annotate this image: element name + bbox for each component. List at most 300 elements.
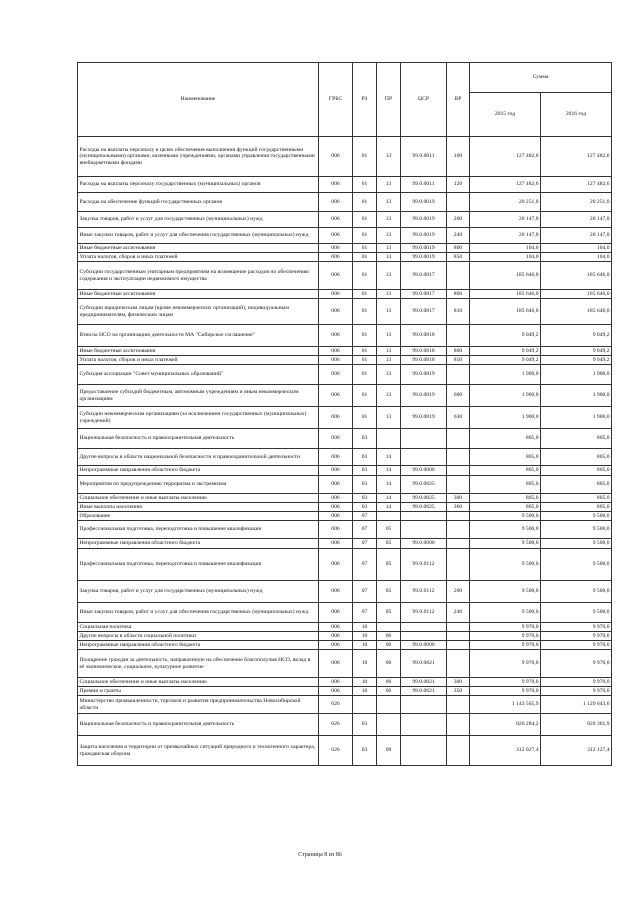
cell-grbs: 006 xyxy=(319,193,353,212)
cell-vr: 600 xyxy=(447,385,470,407)
cell-sum-2016: 9 049,2 xyxy=(541,356,612,365)
cell-sum-2016: 127 482,6 xyxy=(541,137,612,177)
cell-name: Взносы НСО на организацию деятельности МА "Сибирское соглашение" xyxy=(78,325,319,347)
cell-name: Расходы на выплаты персоналу государственных (муниципальных) органов xyxy=(78,177,319,193)
cell-sum-2015: 20 251,0 xyxy=(470,193,541,212)
cell-name: Субсидии государственным унитарным предприятиям на возмещение расходов по обеспечению содержания и эксплуатации недвижимого имущества xyxy=(78,262,319,290)
cell-csr xyxy=(401,623,447,632)
cell-sum-2015: 104,0 xyxy=(470,253,541,262)
cell-pr xyxy=(377,512,401,521)
cell-pr: 13 xyxy=(377,253,401,262)
cell-sum-2015: 9 500,0 xyxy=(470,581,541,603)
cell-sum-2015: 185 646,0 xyxy=(470,299,541,325)
cell-grbs: 026 xyxy=(319,696,353,714)
cell-sum-2016: 185 646,0 xyxy=(541,290,612,299)
cell-sum-2016: 9 970,0 xyxy=(541,623,612,632)
cell-sum-2016: 9 500,0 xyxy=(541,539,612,549)
cell-name: Другие вопросы в области социальной политики xyxy=(78,632,319,641)
cell-sum-2015: 1 900,0 xyxy=(470,407,541,429)
cell-rz: 01 xyxy=(353,253,377,262)
cell-csr: 99.0.0019 xyxy=(401,212,447,228)
cell-name: Образование xyxy=(78,512,319,521)
cell-csr: 99.0.0000 xyxy=(401,539,447,549)
cell-sum-2015: 127 482,6 xyxy=(470,177,541,193)
cell-csr: 99.0.0019 xyxy=(401,193,447,212)
cell-sum-2015: 312 027,4 xyxy=(470,736,541,766)
cell-rz: 10 xyxy=(353,632,377,641)
cell-sum-2015: 805,0 xyxy=(470,503,541,512)
cell-sum-2016: 9 500,0 xyxy=(541,521,612,539)
table-row xyxy=(78,137,612,177)
cell-vr xyxy=(447,466,470,476)
table-row xyxy=(78,632,612,641)
cell-sum-2015: 185 646,0 xyxy=(470,262,541,290)
cell-sum-2016: 20 251,0 xyxy=(541,193,612,212)
cell-sum-2015: 9 970,0 xyxy=(470,650,541,678)
cell-rz: 01 xyxy=(353,244,377,253)
cell-grbs: 006 xyxy=(319,581,353,603)
cell-csr: 99.0.0817 xyxy=(401,290,447,299)
cell-sum-2015: 805,0 xyxy=(470,494,541,503)
cell-pr xyxy=(377,429,401,449)
cell-sum-2016: 820 361,9 xyxy=(541,714,612,736)
cell-rz: 07 xyxy=(353,539,377,549)
cell-pr: 06 xyxy=(377,687,401,696)
cell-grbs: 006 xyxy=(319,494,353,503)
cell-sum-2015: 9 500,0 xyxy=(470,549,541,581)
cell-csr: 99.0.0112 xyxy=(401,603,447,623)
cell-name: Субсидии юридическим лицам (кроме некоммерческих организаций), индивидуальным предпринимателям, физическим лицам xyxy=(78,299,319,325)
cell-vr: 300 xyxy=(447,494,470,503)
table-row xyxy=(78,177,612,193)
table-row xyxy=(78,623,612,632)
cell-rz: 01 xyxy=(353,407,377,429)
cell-sum-2016: 805,0 xyxy=(541,466,612,476)
header-name: Наименование xyxy=(78,63,319,137)
cell-rz: 01 xyxy=(353,385,377,407)
cell-sum-2015: 185 646,0 xyxy=(470,290,541,299)
cell-name: Иные бюджетные ассигнования xyxy=(78,244,319,253)
cell-grbs: 006 xyxy=(319,466,353,476)
cell-csr: 99.0.0817 xyxy=(401,262,447,290)
cell-name: Социальная политика xyxy=(78,623,319,632)
cell-csr: 99.0.0821 xyxy=(401,650,447,678)
cell-pr: 13 xyxy=(377,262,401,290)
cell-vr: 300 xyxy=(447,678,470,687)
cell-sum-2016: 805,0 xyxy=(541,476,612,494)
cell-name: Министерство промышленности, торговли и развития предпринимательства Новосибирской области xyxy=(78,696,319,714)
cell-sum-2015: 805,0 xyxy=(470,476,541,494)
cell-pr: 13 xyxy=(377,385,401,407)
table-row xyxy=(78,678,612,687)
cell-grbs: 006 xyxy=(319,253,353,262)
cell-name: Премии и гранты xyxy=(78,687,319,696)
cell-sum-2015: 1 900,0 xyxy=(470,385,541,407)
cell-csr: 99.0.0019 xyxy=(401,244,447,253)
cell-name: Непрограммные направления областного бюджета xyxy=(78,641,319,650)
header-pr: ПР xyxy=(377,63,401,137)
cell-pr: 13 xyxy=(377,193,401,212)
cell-csr: 99.0.0819 xyxy=(401,407,447,429)
cell-sum-2016: 9 500,0 xyxy=(541,512,612,521)
table-row xyxy=(78,325,612,347)
table-row xyxy=(78,549,612,581)
cell-sum-2016: 9 049,2 xyxy=(541,347,612,356)
cell-name: Профессиональная подготовка, переподготовка и повышение квалификации xyxy=(78,521,319,539)
cell-sum-2016: 9 500,0 xyxy=(541,581,612,603)
cell-grbs: 026 xyxy=(319,714,353,736)
cell-grbs: 006 xyxy=(319,212,353,228)
cell-rz: 01 xyxy=(353,325,377,347)
cell-pr: 06 xyxy=(377,678,401,687)
cell-rz: 01 xyxy=(353,228,377,244)
cell-csr: 99.0.0019 xyxy=(401,228,447,244)
cell-pr xyxy=(377,714,401,736)
cell-vr: 630 xyxy=(447,407,470,429)
cell-sum-2015: 826 284,2 xyxy=(470,714,541,736)
cell-grbs: 006 xyxy=(319,449,353,466)
cell-rz: 01 xyxy=(353,290,377,299)
cell-csr: 99.0.0112 xyxy=(401,581,447,603)
cell-rz: 03 xyxy=(353,503,377,512)
table-row xyxy=(78,290,612,299)
cell-sum-2016: 104,0 xyxy=(541,253,612,262)
cell-grbs: 006 xyxy=(319,503,353,512)
table-row xyxy=(78,449,612,466)
cell-vr xyxy=(447,650,470,678)
cell-vr xyxy=(447,549,470,581)
cell-sum-2015: 9 500,0 xyxy=(470,521,541,539)
cell-sum-2016: 20 147,0 xyxy=(541,228,612,244)
cell-csr: 99.0.0019 xyxy=(401,253,447,262)
cell-pr: 14 xyxy=(377,476,401,494)
cell-vr xyxy=(447,641,470,650)
cell-name: Иные бюджетные ассигнования xyxy=(78,290,319,299)
cell-name: Предоставление субсидий бюджетным, автономным учреждениям и иным некоммерческим организациям xyxy=(78,385,319,407)
cell-rz: 01 xyxy=(353,212,377,228)
cell-rz: 01 xyxy=(353,137,377,177)
cell-rz: 10 xyxy=(353,678,377,687)
cell-sum-2016: 185 646,0 xyxy=(541,262,612,290)
cell-csr xyxy=(401,449,447,466)
cell-name: Субсидии некоммерческим организациям (за исключением государственных (муниципальных) учреждений) xyxy=(78,407,319,429)
cell-sum-2015: 9 500,0 xyxy=(470,603,541,623)
table-row xyxy=(78,466,612,476)
cell-sum-2016: 805,0 xyxy=(541,449,612,466)
cell-sum-2016: 9 970,0 xyxy=(541,687,612,696)
cell-vr xyxy=(447,521,470,539)
cell-grbs: 006 xyxy=(319,687,353,696)
cell-vr xyxy=(447,429,470,449)
cell-sum-2016: 9 970,0 xyxy=(541,632,612,641)
cell-vr xyxy=(447,262,470,290)
table-row xyxy=(78,244,612,253)
cell-sum-2016: 805,0 xyxy=(541,494,612,503)
table-row xyxy=(78,299,612,325)
cell-vr xyxy=(447,696,470,714)
cell-sum-2016: 805,0 xyxy=(541,429,612,449)
cell-sum-2015: 20 147,0 xyxy=(470,212,541,228)
table-row xyxy=(78,407,612,429)
cell-sum-2016: 127 482,6 xyxy=(541,177,612,193)
cell-sum-2016: 9 970,0 xyxy=(541,678,612,687)
cell-pr: 13 xyxy=(377,244,401,253)
cell-vr xyxy=(447,193,470,212)
cell-grbs: 006 xyxy=(319,356,353,365)
header-sum: Сумма xyxy=(470,63,612,93)
cell-sum-2016: 1 900,0 xyxy=(541,365,612,385)
cell-csr xyxy=(401,696,447,714)
cell-sum-2015: 9 049,2 xyxy=(470,356,541,365)
cell-grbs: 006 xyxy=(319,365,353,385)
cell-sum-2016: 1 900,0 xyxy=(541,407,612,429)
cell-rz: 01 xyxy=(353,347,377,356)
cell-csr: 99.0.0821 xyxy=(401,678,447,687)
budget-table xyxy=(77,62,612,766)
cell-rz: 03 xyxy=(353,736,377,766)
cell-name: Уплата налогов, сборов и иных платежей xyxy=(78,356,319,365)
cell-sum-2016: 9 500,0 xyxy=(541,549,612,581)
cell-vr xyxy=(447,512,470,521)
table-row xyxy=(78,356,612,365)
cell-sum-2015: 805,0 xyxy=(470,466,541,476)
table-row xyxy=(78,429,612,449)
cell-name: Субсидия ассоциации "Совет муниципальных образований" xyxy=(78,365,319,385)
cell-grbs: 026 xyxy=(319,736,353,766)
cell-pr: 14 xyxy=(377,494,401,503)
cell-csr: 99.0.0819 xyxy=(401,385,447,407)
table-row xyxy=(78,650,612,678)
cell-name: Социальное обеспечение и иные выплаты населению xyxy=(78,494,319,503)
cell-sum-2015: 9 970,0 xyxy=(470,641,541,650)
cell-vr xyxy=(447,325,470,347)
cell-vr: 200 xyxy=(447,581,470,603)
cell-vr: 240 xyxy=(447,603,470,623)
cell-pr: 05 xyxy=(377,549,401,581)
cell-grbs: 006 xyxy=(319,476,353,494)
cell-csr: 99.0.0821 xyxy=(401,687,447,696)
cell-pr: 05 xyxy=(377,521,401,539)
cell-name: Уплата налогов, сборов и иных платежей xyxy=(78,253,319,262)
cell-pr: 13 xyxy=(377,137,401,177)
cell-sum-2016: 104,0 xyxy=(541,244,612,253)
table-row xyxy=(78,253,612,262)
cell-rz: 10 xyxy=(353,623,377,632)
cell-csr: 99.0.0818 xyxy=(401,325,447,347)
table-row xyxy=(78,714,612,736)
cell-pr: 13 xyxy=(377,347,401,356)
table-row xyxy=(78,512,612,521)
cell-sum-2015: 9 049,2 xyxy=(470,347,541,356)
cell-pr: 13 xyxy=(377,325,401,347)
cell-grbs: 006 xyxy=(319,650,353,678)
cell-rz: 10 xyxy=(353,650,377,678)
cell-name: Иные закупки товаров, работ и услуг для обеспечения государственных (муниципальных) нужд xyxy=(78,603,319,623)
cell-pr: 13 xyxy=(377,299,401,325)
table-body xyxy=(78,137,612,766)
cell-rz: 07 xyxy=(353,581,377,603)
cell-vr xyxy=(447,714,470,736)
cell-grbs: 006 xyxy=(319,632,353,641)
cell-sum-2015: 9 970,0 xyxy=(470,687,541,696)
cell-rz: 03 xyxy=(353,466,377,476)
cell-sum-2015: 9 970,0 xyxy=(470,623,541,632)
cell-grbs: 006 xyxy=(319,429,353,449)
cell-csr xyxy=(401,429,447,449)
cell-sum-2015: 805,0 xyxy=(470,449,541,466)
cell-sum-2015: 1 143 565,9 xyxy=(470,696,541,714)
cell-name: Непрограммные направления областного бюджета xyxy=(78,539,319,549)
cell-csr xyxy=(401,512,447,521)
cell-sum-2015: 805,0 xyxy=(470,429,541,449)
cell-pr xyxy=(377,623,401,632)
cell-pr: 06 xyxy=(377,632,401,641)
cell-name: Иные бюджетные ассигнования xyxy=(78,347,319,356)
cell-sum-2015: 9 970,0 xyxy=(470,678,541,687)
cell-pr: 13 xyxy=(377,290,401,299)
table-row xyxy=(78,736,612,766)
cell-sum-2016: 1 129 643,6 xyxy=(541,696,612,714)
cell-sum-2015: 1 900,0 xyxy=(470,365,541,385)
cell-rz: 07 xyxy=(353,521,377,539)
cell-rz: 03 xyxy=(353,714,377,736)
cell-csr: 99.0.0825 xyxy=(401,494,447,503)
cell-name: Иные закупки товаров, работ и услуг для обеспечения государственных (муниципальных) нужд xyxy=(78,228,319,244)
cell-csr: 99.0.0112 xyxy=(401,549,447,581)
cell-csr: 99.0.0818 xyxy=(401,347,447,356)
cell-grbs: 006 xyxy=(319,623,353,632)
header-2015: 2015 год xyxy=(470,93,541,137)
cell-pr xyxy=(377,696,401,714)
cell-vr xyxy=(447,449,470,466)
cell-pr: 13 xyxy=(377,407,401,429)
cell-pr: 06 xyxy=(377,641,401,650)
cell-grbs: 006 xyxy=(319,521,353,539)
cell-sum-2016: 20 147,0 xyxy=(541,212,612,228)
cell-vr xyxy=(447,623,470,632)
header-csr: ЦСР xyxy=(401,63,447,137)
cell-sum-2015: 9 970,0 xyxy=(470,632,541,641)
cell-sum-2016: 9 500,0 xyxy=(541,603,612,623)
cell-sum-2016: 312 127,4 xyxy=(541,736,612,766)
table-row xyxy=(78,521,612,539)
cell-csr xyxy=(401,632,447,641)
cell-grbs: 006 xyxy=(319,228,353,244)
cell-name: Профессиональная подготовка, переподготовка и повышение квалификации xyxy=(78,549,319,581)
cell-sum-2015: 20 147,0 xyxy=(470,228,541,244)
cell-sum-2016: 1 900,0 xyxy=(541,385,612,407)
cell-grbs: 006 xyxy=(319,290,353,299)
cell-pr: 05 xyxy=(377,539,401,549)
cell-vr: 360 xyxy=(447,503,470,512)
cell-name: Мероприятия по предупреждению терроризма и экстремизма xyxy=(78,476,319,494)
header-rz: РЗ xyxy=(353,63,377,137)
cell-vr: 800 xyxy=(447,290,470,299)
table-row xyxy=(78,262,612,290)
cell-pr: 13 xyxy=(377,177,401,193)
cell-pr: 05 xyxy=(377,581,401,603)
cell-sum-2016: 9 970,0 xyxy=(541,650,612,678)
cell-pr: 14 xyxy=(377,503,401,512)
cell-grbs: 006 xyxy=(319,325,353,347)
cell-grbs: 006 xyxy=(319,244,353,253)
cell-csr: 99.0.0825 xyxy=(401,476,447,494)
table-row xyxy=(78,494,612,503)
cell-name: Национальная безопасность и правоохранительная деятельность xyxy=(78,429,319,449)
cell-rz: 01 xyxy=(353,177,377,193)
cell-vr: 800 xyxy=(447,347,470,356)
table-row xyxy=(78,641,612,650)
cell-grbs: 006 xyxy=(319,299,353,325)
cell-rz: 10 xyxy=(353,641,377,650)
cell-pr: 13 xyxy=(377,365,401,385)
table-row xyxy=(78,365,612,385)
cell-grbs: 006 xyxy=(319,137,353,177)
cell-rz: 03 xyxy=(353,494,377,503)
cell-csr: 99.0.0011 xyxy=(401,177,447,193)
cell-name: Расходы на обеспечение функций государственных органов xyxy=(78,193,319,212)
cell-csr xyxy=(401,736,447,766)
cell-vr: 350 xyxy=(447,687,470,696)
cell-name: Поощрение граждан за деятельность, направленную на обеспечение благополучия НСО, вклад в её экономическое, социальное, культурное развитие xyxy=(78,650,319,678)
cell-pr: 14 xyxy=(377,466,401,476)
cell-csr: 99.0.0825 xyxy=(401,503,447,512)
cell-sum-2016: 9 970,0 xyxy=(541,641,612,650)
cell-vr xyxy=(447,736,470,766)
table-row xyxy=(78,581,612,603)
cell-grbs: 006 xyxy=(319,407,353,429)
cell-rz: 07 xyxy=(353,512,377,521)
cell-vr: 200 xyxy=(447,212,470,228)
cell-grbs: 006 xyxy=(319,512,353,521)
cell-pr: 06 xyxy=(377,650,401,678)
cell-pr: 13 xyxy=(377,356,401,365)
cell-csr: 99.0.0011 xyxy=(401,137,447,177)
cell-grbs: 006 xyxy=(319,539,353,549)
header-2016: 2016 год xyxy=(541,93,612,137)
table-row xyxy=(78,476,612,494)
cell-grbs: 006 xyxy=(319,177,353,193)
cell-name: Закупка товаров, работ и услуг для государственных (муниципальных) нужд xyxy=(78,581,319,603)
cell-name: Иные выплаты населению xyxy=(78,503,319,512)
cell-name: Другие вопросы в области национальной безопасности и правоохранительной деятельности xyxy=(78,449,319,466)
cell-sum-2015: 9 500,0 xyxy=(470,539,541,549)
cell-rz: 07 xyxy=(353,549,377,581)
table-row xyxy=(78,503,612,512)
header-vr: ВР xyxy=(447,63,470,137)
cell-sum-2015: 127 482,6 xyxy=(470,137,541,177)
cell-grbs: 006 xyxy=(319,347,353,356)
cell-vr xyxy=(447,476,470,494)
cell-rz: 03 xyxy=(353,449,377,466)
cell-rz: 01 xyxy=(353,193,377,212)
cell-grbs: 006 xyxy=(319,549,353,581)
cell-rz: 07 xyxy=(353,603,377,623)
cell-pr: 13 xyxy=(377,212,401,228)
table-row xyxy=(78,687,612,696)
table-row xyxy=(78,696,612,714)
cell-sum-2016: 805,0 xyxy=(541,503,612,512)
cell-vr: 810 xyxy=(447,299,470,325)
cell-name: Непрограммные направления областного бюджета xyxy=(78,466,319,476)
cell-csr xyxy=(401,714,447,736)
cell-pr: 14 xyxy=(377,449,401,466)
cell-grbs: 006 xyxy=(319,262,353,290)
cell-vr: 240 xyxy=(447,228,470,244)
table-row xyxy=(78,212,612,228)
cell-csr: 99.0.0819 xyxy=(401,365,447,385)
cell-rz: 01 xyxy=(353,262,377,290)
